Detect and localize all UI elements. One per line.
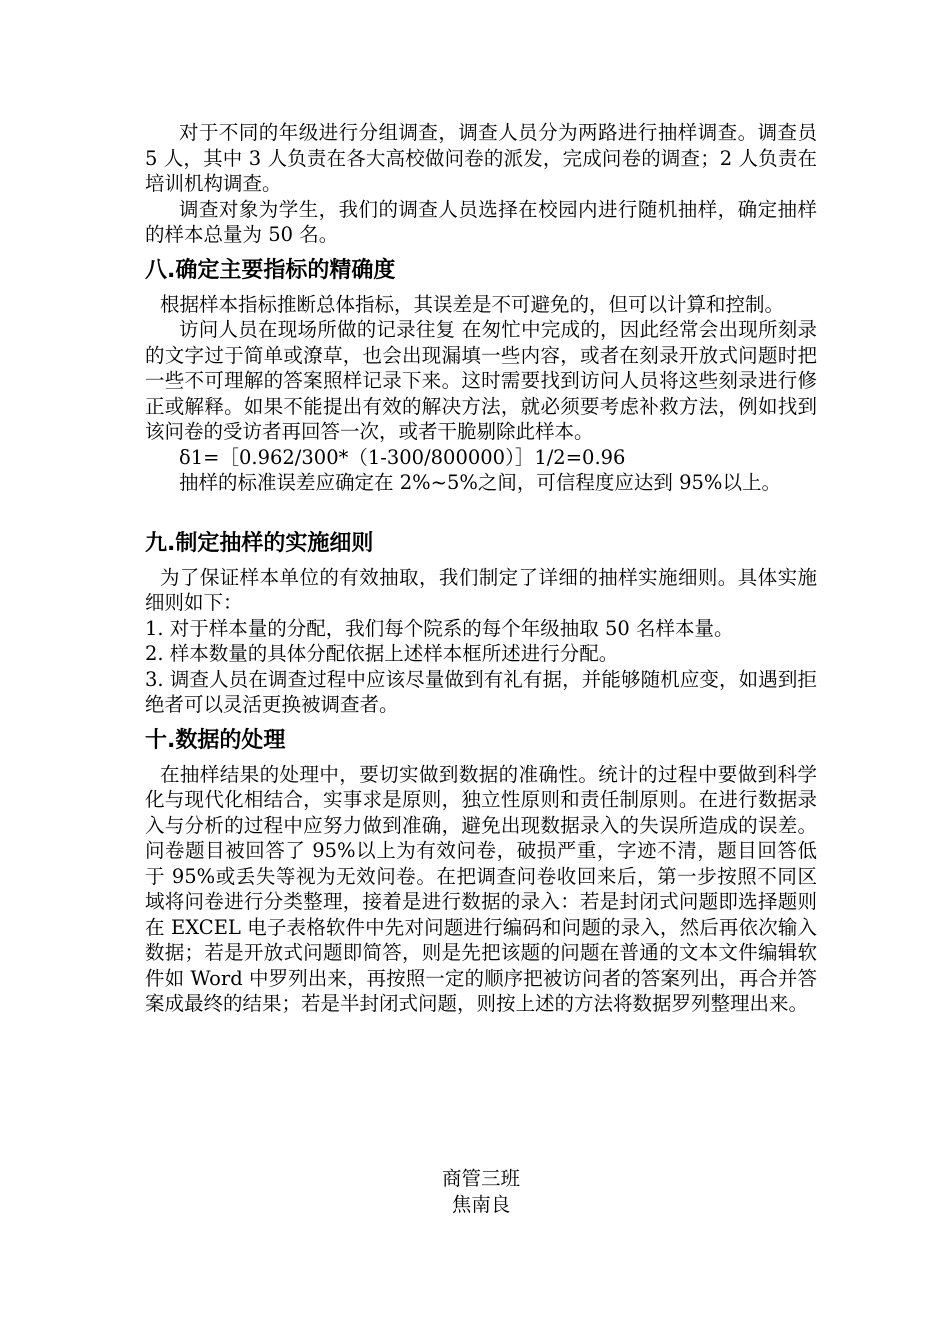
signature-name: 焦南良: [451, 1192, 511, 1216]
paragraph-survey-target: 调查对象为学生，我们的调查人员选择在校园内进行随机抽样，确定抽样的样本总量为 50 名。: [145, 197, 817, 246]
signature-class: 商管三班: [441, 1167, 520, 1190]
list-item-3: 3. 调查人员在调查过程中应该尽量做到有礼有据，并能够随机应变，如遇到拒绝者可以灵活更换被调查者。: [145, 667, 817, 716]
formula-delta: δ1=［0.962/300*（1-300/800000）］1/2=0.96: [179, 445, 626, 469]
document-body: [145, 120, 817, 1216]
signature-block: [145, 1166, 817, 1217]
spacer: [145, 496, 817, 521]
section-heading-8: 八.确定主要指标的精确度: [145, 257, 396, 283]
section-heading-9: 九.制定抽样的实施细则: [145, 530, 374, 556]
paragraph-interviewer-records: 访问人员在现场所做的记录往复 在匆忙中完成的，因此经常会出现所刻录的文字过于简单或潦草，也会出现漏填一些内容，或者在刻录开放式问题时把一些不可理解的答案照样记录下来。这时需要找到访问人员将这些刻录进行修正或解释。如果不能提出有效的解决方法，就必须要考虑补救方法，例如找到该问卷的受访者再回答一次，或者干脆剔除此样本。: [145, 318, 817, 443]
list-item-2: 2. 样本数量的具体分配依据上述样本框所述进行分配。: [145, 642, 619, 665]
paragraph-error-intro: 根据样本指标推断总体指标，其误差是不可避免的，但可以计算和控制。: [160, 292, 785, 316]
paragraph-survey-groups: 对于不同的年级进行分组调查，调查人员分为两路进行抽样调查。调查员 5 人，其中 3 人负责在各大高校做问卷的派发，完成问卷的调查；2 人负责在培训机构调查。: [145, 121, 817, 195]
paragraph-standard-error: 抽样的标准误差应确定在 2%~5%之间，可信程度应达到 95%以上。: [179, 471, 781, 494]
paragraph-data-processing: 在抽样结果的处理中，要切实做到数据的准确性。统计的过程中要做到科学化与现代化相结合，实事求是原则，独立性原则和责任制原则。在进行数据录入与分析的过程中应努力做到准确，避免出现数据录入的失误所造成的误差。问卷题目被回答了 95%以上为有效问卷，破损严重，字迹不清，题目回答低于 95%或丢失等视为无效问卷。在把调查问卷收回来后，第一步按照不同区域将问卷进行分类整理，接着是进行数据的录入：若是封闭式问题即选择题则在 EXCEL 电子表格软件中先对问题进行编码和问题的录入，然后再依次输入数据；若是开放式问题即简答，则是先把该题的问题在普通的文本文件编辑软件如 Word 中罗列出来，再按照一定的顺序把被访问者的答案列出，再合并答案成最终的结果；若是半封闭式问题，则按上述的方法将数据罗列整理出来。: [145, 762, 817, 1015]
section-heading-10: 十.数据的处理: [145, 727, 286, 753]
paragraph-rules-intro: 为了保证样本单位的有效抽取，我们制定了详细的抽样实施细则。具体实施细则如下：: [145, 565, 817, 614]
list-item-1: 1. 对于样本量的分配，我们每个院系的每个年级抽取 50 名样本量。: [145, 616, 734, 640]
